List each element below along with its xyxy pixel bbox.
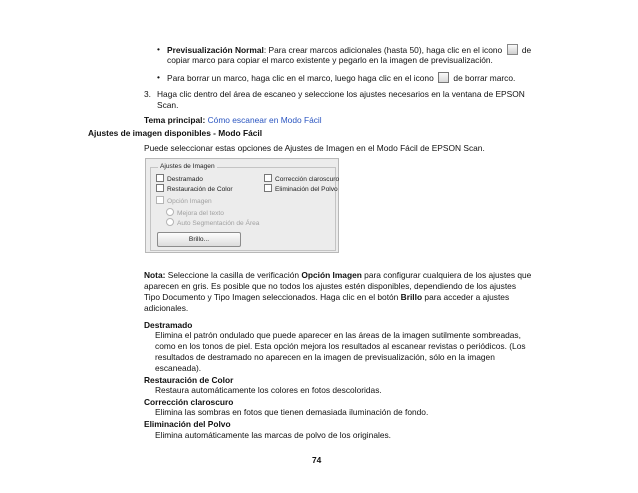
option-mejora-texto: [166, 208, 224, 217]
bullet-marker: •: [157, 44, 160, 54]
note-line-4: adicionales.: [144, 303, 189, 313]
bullet-text: Para borrar un marco, haga clic en el marco, luego haga clic en el icono: [167, 73, 434, 83]
checkbox: [264, 174, 272, 182]
def-line: resultados de destramado no aparecen en la imagen de previsualización, sólo en la imagen: [155, 352, 495, 362]
note-label: Nota:: [144, 270, 166, 280]
term-restauracion: Restauración de Color: [144, 375, 234, 385]
def-line: escaneada).: [155, 363, 202, 373]
brightness-button: Brillo...: [157, 232, 241, 247]
radio: [166, 208, 174, 216]
section-title: Ajustes de imagen disponibles - Modo Fácil: [88, 128, 263, 138]
bullet-text: : Para crear marcos adicionales (hasta 50), haga clic en el icono: [263, 45, 503, 55]
bullet-previsualizacion: [167, 44, 557, 56]
def-line: como en los tonos de piel. Esta opción mejora los resultados al escanear revistas o periódicos. (Los: [155, 341, 526, 351]
def-line: Elimina automáticamente las marcas de polvo de los originales.: [155, 430, 392, 440]
bullet-term: Previsualización Normal: [167, 45, 264, 55]
note-text: para configurar cualquiera de los ajustes que: [364, 270, 532, 280]
def-line: Elimina las sombras en fotos que tienen demasiada iluminación de fondo.: [155, 407, 429, 417]
group-title: Ajustes de Imagen: [160, 163, 215, 170]
note-text: para acceder a ajustes: [424, 292, 510, 302]
parent-topic-link[interactable]: Cómo escanear en Modo Fácil: [207, 115, 322, 125]
term-correccion: Corrección claroscuro: [144, 397, 234, 407]
checkbox: [156, 196, 164, 204]
option-label: Destramado: [167, 176, 203, 183]
bullet-marker: •: [157, 72, 160, 82]
option-correccion: [264, 174, 339, 183]
checkbox: [264, 184, 272, 192]
term-destramado: Destramado: [144, 320, 193, 330]
option-destramado: [156, 174, 203, 183]
option-label: Opción Imagen: [167, 198, 212, 205]
page-number: 74: [312, 455, 322, 465]
option-eliminacion: [264, 184, 338, 193]
option-label: Restauración de Color: [167, 186, 233, 193]
note-line-2: aparecen en gris. Es posible que no todos los ajustes estén disponibles, dependiendo de los ajustes: [144, 281, 517, 291]
copy-frame-icon: [507, 44, 518, 55]
section-intro: Puede seleccionar estas opciones de Ajustes de Imagen en el Modo Fácil de EPSON Scan.: [144, 143, 485, 153]
option-opcion-imagen: [156, 196, 212, 205]
note-line-1: [144, 270, 531, 281]
note-line-3: [144, 292, 509, 303]
note-text: Seleccione la casilla de verificación: [167, 270, 300, 280]
option-restauracion: [156, 184, 233, 193]
delete-frame-icon: [438, 72, 449, 83]
step-text-line-1: Haga clic dentro del área de escaneo y seleccione los ajustes necesarios en la ventana de EPSON: [157, 89, 525, 99]
term-eliminacion: Eliminación del Polvo: [144, 419, 231, 429]
option-label: Eliminación del Polvo: [275, 186, 338, 193]
bullet-text: de borrar marco.: [453, 73, 516, 83]
bullet-borrar: [167, 72, 567, 84]
bullet-text-end: de: [521, 45, 532, 55]
step-number: 3.: [144, 89, 151, 99]
option-label: Corrección claroscuro: [275, 176, 340, 183]
option-label: Auto Segmentación de Área: [177, 220, 260, 227]
checkbox: [156, 174, 164, 182]
image-settings-group: [150, 163, 340, 251]
checkbox: [156, 184, 164, 192]
bullet-line-2: copiar marco para copiar el marco existente y pegarlo en la imagen de previsualización.: [167, 55, 493, 65]
def-line: Elimina el patrón ondulado que puede aparecer en las áreas de la imagen sutilmente sombreadas,: [155, 330, 521, 340]
option-label: Mejora del texto: [177, 210, 224, 217]
image-settings-screenshot: [145, 158, 339, 253]
def-line: Restaura automáticamente los colores en fotos descoloridas.: [155, 385, 382, 395]
option-auto-segmentacion: [166, 218, 259, 227]
note-bold: Opción Imagen: [301, 270, 362, 280]
parent-topic-label: Tema principal:: [144, 115, 206, 125]
note-text: Tipo Documento y Tipo Imagen seleccionados. Haga clic en el botón: [144, 292, 399, 302]
note-bold: Brillo: [400, 292, 423, 302]
radio: [166, 218, 174, 226]
step-text-line-2: Scan.: [157, 100, 179, 110]
parent-topic: [144, 115, 322, 126]
